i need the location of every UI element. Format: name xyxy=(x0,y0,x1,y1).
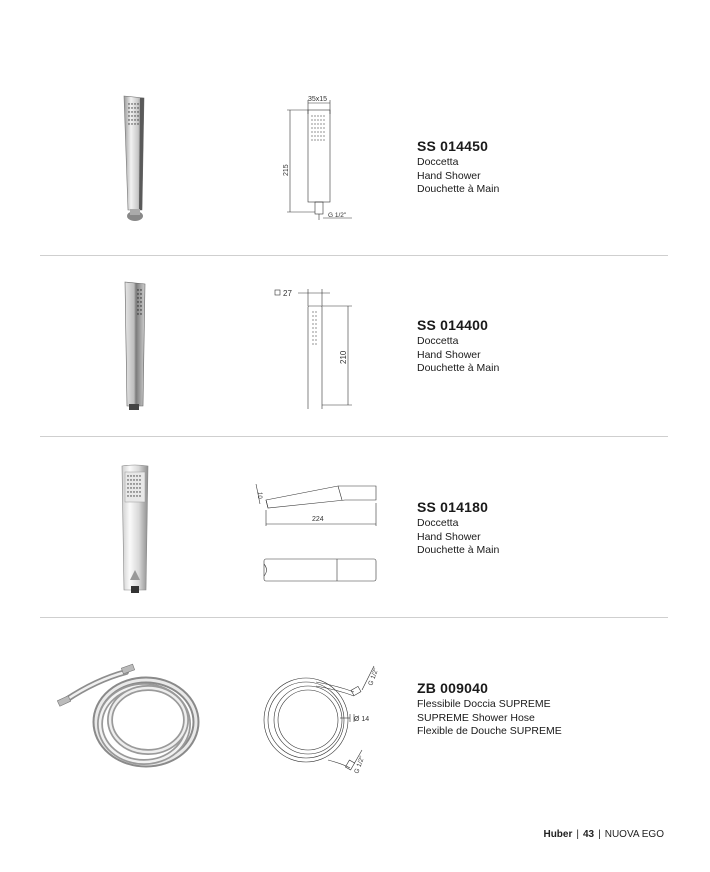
dim-angle: 10 xyxy=(256,492,262,499)
product-photo-ss-014450 xyxy=(110,92,160,224)
product-photo-zb-009040 xyxy=(56,660,202,772)
product-code: SS 014450 xyxy=(417,138,489,154)
page-footer xyxy=(543,829,664,840)
product-name-fr: Douchette à Main xyxy=(417,183,500,196)
product-name-it: Flessibile Doccia SUPREME xyxy=(417,698,551,710)
footer-collection: NUOVA EGO xyxy=(604,829,664,840)
product-name-en: Hand Shower xyxy=(417,530,481,543)
product-info xyxy=(417,317,499,376)
footer-separator: | xyxy=(598,829,601,840)
product-code: ZB 009040 xyxy=(417,680,489,696)
product-info xyxy=(417,499,499,558)
product-name-it: Doccetta xyxy=(417,156,459,168)
dim-thread: G 1/2" xyxy=(328,212,347,219)
product-name-it: Doccetta xyxy=(417,517,459,529)
technical-drawing-ss-014400 xyxy=(272,284,362,409)
product-name-en: SUPREME Shower Hose xyxy=(417,711,535,724)
product-name-en: Hand Shower xyxy=(417,348,481,361)
technical-drawing-zb-009040 xyxy=(258,650,388,780)
dim-section: 27 xyxy=(283,289,292,298)
divider xyxy=(40,436,668,437)
dim-length: 224 xyxy=(312,516,324,523)
product-name-fr: Douchette à Main xyxy=(417,362,500,375)
dim-top: 35x15 xyxy=(308,96,328,103)
product-name-fr: Douchette à Main xyxy=(417,544,500,557)
product-name-fr: Flexible de Douche SUPREME xyxy=(417,725,562,738)
dim-thread-top: G 1/2" xyxy=(367,667,381,687)
product-info xyxy=(417,138,499,197)
product-code: SS 014180 xyxy=(417,499,489,515)
product-info xyxy=(417,680,562,739)
footer-brand: Huber xyxy=(543,829,573,840)
divider xyxy=(40,617,668,618)
product-name-it: Doccetta xyxy=(417,335,459,347)
product-photo-ss-014400 xyxy=(115,278,155,413)
page-number: 43 xyxy=(582,829,595,840)
dim-diameter: Ø 14 xyxy=(354,716,370,723)
product-photo-ss-014180 xyxy=(112,462,158,598)
product-code: SS 014400 xyxy=(417,317,489,333)
technical-drawing-ss-014180 xyxy=(250,470,380,585)
dim-height: 215 xyxy=(283,164,290,176)
dim-thread-bottom: G 1/2" xyxy=(353,755,367,775)
technical-drawing-ss-014450 xyxy=(280,94,360,229)
divider xyxy=(40,255,668,256)
product-name-en: Hand Shower xyxy=(417,169,481,182)
footer-separator: | xyxy=(576,829,579,840)
dim-height: 210 xyxy=(339,350,348,364)
